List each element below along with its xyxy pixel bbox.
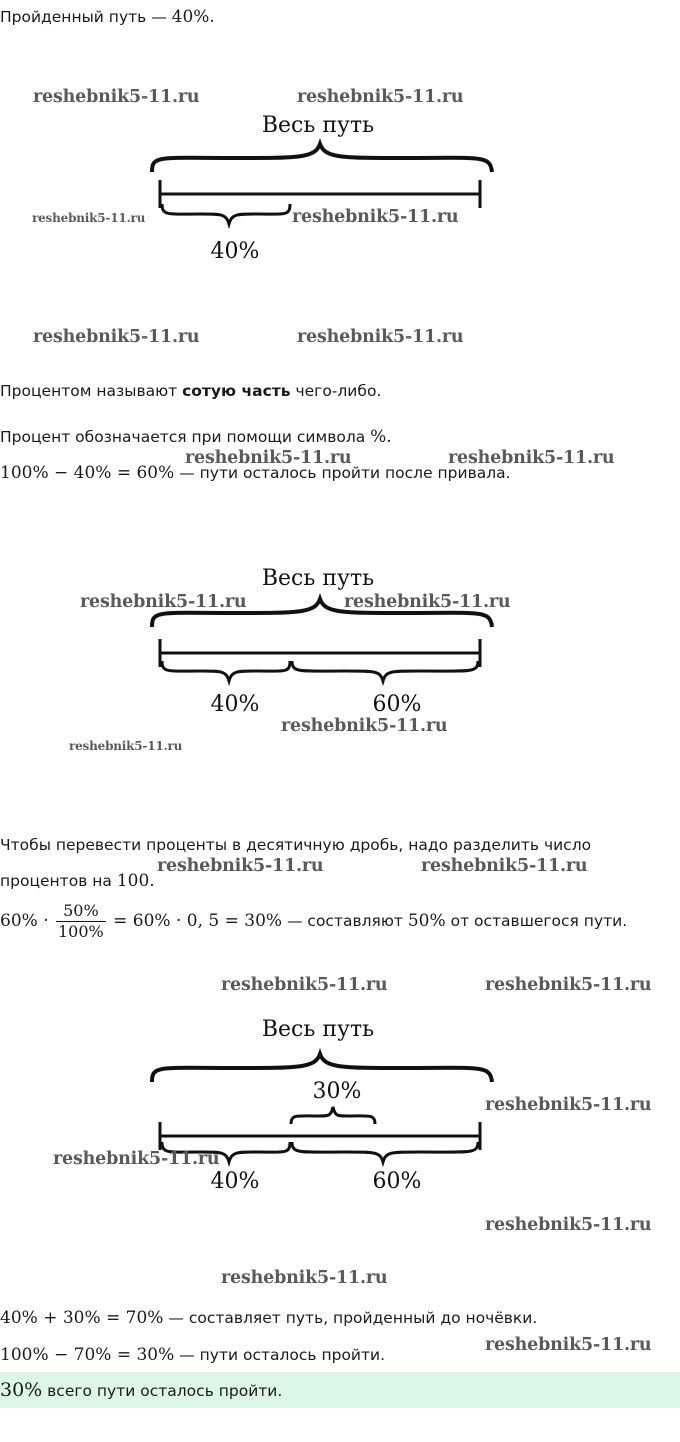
diagram3-60-brace xyxy=(292,1142,478,1162)
sum-math: 40% + 30% = 70% xyxy=(0,1308,164,1328)
definition-pre: Процентом называют xyxy=(0,382,183,400)
remain-math: 100% − 40% = 60% xyxy=(0,463,175,483)
convert-line-2 xyxy=(0,870,155,892)
watermark: reshebnik5-11.ru xyxy=(32,211,146,225)
watermark: reshebnik5-11.ru xyxy=(53,1149,220,1169)
diagram3-60-label: 60% xyxy=(372,1169,422,1194)
answer-text: всего пути осталось пройти. xyxy=(42,1382,283,1400)
diagram1-whole-brace xyxy=(152,144,492,172)
diagram3-whole-brace xyxy=(152,1054,492,1082)
diagram-whole-path-40 xyxy=(0,100,680,280)
definition-line xyxy=(0,380,381,402)
watermark: reshebnik5-11.ru xyxy=(185,448,352,468)
rest-text: — пути осталось пройти. xyxy=(174,1346,386,1364)
definition-bold: сотую часть xyxy=(182,382,291,400)
diagram2-whole-label: Весь путь xyxy=(261,566,375,591)
traveled-line xyxy=(0,6,215,28)
watermark: reshebnik5-11.ru xyxy=(33,87,200,107)
convert-math: 100. xyxy=(116,871,155,891)
fraction-denominator: 100% xyxy=(58,922,104,941)
diagram1-whole-label: Весь путь xyxy=(261,113,375,138)
sum-line xyxy=(0,1307,537,1329)
watermark: reshebnik5-11.ru xyxy=(281,716,448,736)
watermark: reshebnik5-11.ru xyxy=(221,975,388,995)
diagram3-whole-label: Весь путь xyxy=(261,1017,375,1042)
symbol-math: %. xyxy=(370,427,392,447)
diagram1-40-label: 40% xyxy=(210,239,260,264)
calc-math-b: 50% xyxy=(407,911,446,931)
watermark: reshebnik5-11.ru xyxy=(33,327,200,347)
answer-line xyxy=(0,1379,282,1402)
calc-pre: 60% · xyxy=(0,911,54,931)
diagram3-30-label: 30% xyxy=(312,1079,362,1104)
watermark: reshebnik5-11.ru xyxy=(485,1335,652,1355)
watermark: reshebnik5-11.ru xyxy=(80,592,247,612)
watermark: reshebnik5-11.ru xyxy=(69,739,183,753)
watermark: reshebnik5-11.ru xyxy=(297,87,464,107)
rest-math: 100% − 70% = 30% xyxy=(0,1345,175,1365)
definition-post: чего-либо. xyxy=(290,382,382,400)
diagram2-60-brace xyxy=(292,661,478,681)
watermark: reshebnik5-11.ru xyxy=(221,1268,388,1288)
watermark: reshebnik5-11.ru xyxy=(292,207,459,227)
watermark: reshebnik5-11.ru xyxy=(485,975,652,995)
watermark: reshebnik5-11.ru xyxy=(297,327,464,347)
watermark: reshebnik5-11.ru xyxy=(421,856,588,876)
calc-fraction xyxy=(56,901,106,942)
watermark: reshebnik5-11.ru xyxy=(485,1095,652,1115)
diagram3-40-label: 40% xyxy=(210,1169,260,1194)
watermark: reshebnik5-11.ru xyxy=(157,856,324,876)
diagram2-40-label: 40% xyxy=(210,692,260,717)
diagram3-30-brace xyxy=(291,1107,375,1124)
calculation-line xyxy=(0,897,627,945)
diagram2-40-brace xyxy=(162,661,290,681)
calc-post: = 60% · 0, 5 = 30% xyxy=(107,911,283,931)
fraction-numerator: 50% xyxy=(56,901,106,922)
calc-text-c: от оставшегося пути. xyxy=(445,912,628,930)
traveled-math: 40%. xyxy=(171,7,215,27)
watermark: reshebnik5-11.ru xyxy=(344,592,511,612)
sum-text: — составляет путь, пройденный до ночёвки. xyxy=(163,1309,538,1327)
symbol-text: Процент обозначается при помощи символа xyxy=(0,428,371,446)
convert-text: процентов на xyxy=(0,872,117,890)
remain-text: — пути осталось пройти после привала. xyxy=(174,464,511,482)
diagram2-60-label: 60% xyxy=(372,692,422,717)
traveled-text: Пройденный путь — xyxy=(0,8,172,26)
watermark: reshebnik5-11.ru xyxy=(485,1215,652,1235)
rest-line xyxy=(0,1344,385,1366)
symbol-line xyxy=(0,426,392,448)
diagram-40-60 xyxy=(0,555,680,725)
diagram1-40-brace xyxy=(162,204,290,224)
convert-line-1: Чтобы перевести проценты в десятичную дробь, надо разделить число xyxy=(0,836,592,854)
answer-math: 30% xyxy=(0,1379,43,1401)
watermark: reshebnik5-11.ru xyxy=(448,448,615,468)
calc-text-a: — составляют xyxy=(282,912,408,930)
